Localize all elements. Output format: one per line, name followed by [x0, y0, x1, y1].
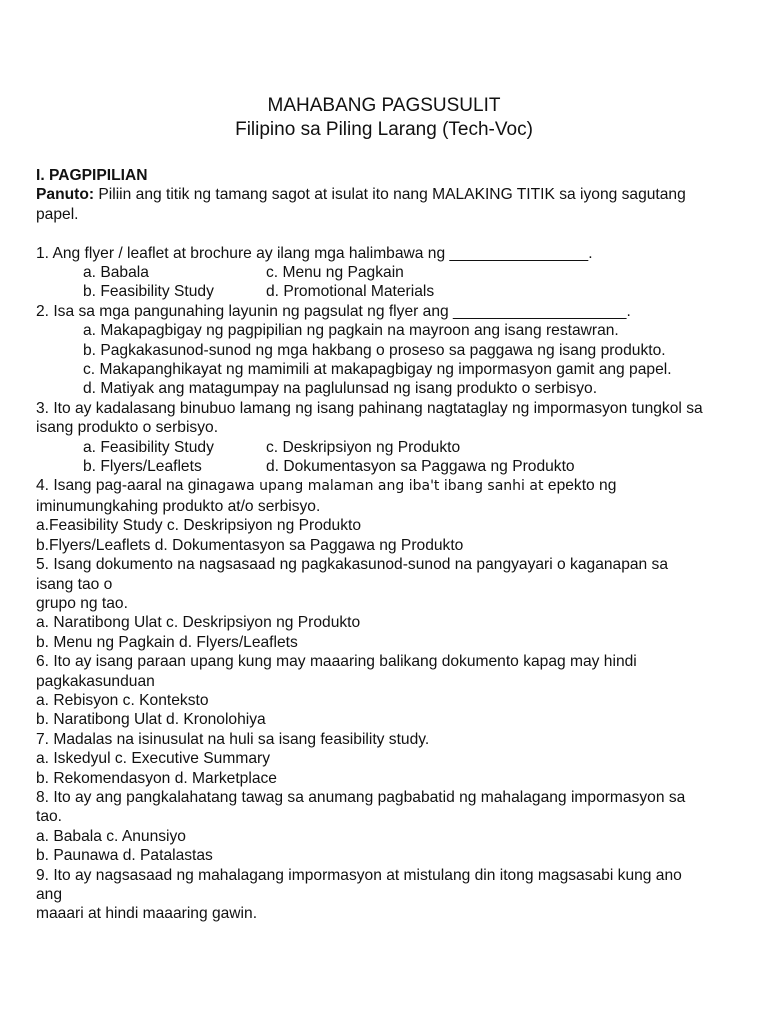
question-8: 8. Ito ay ang pangkalahatang tawag sa anumang pagbabatid ng mahalagang impormasyon sa — [36, 788, 686, 806]
instruction — [36, 185, 736, 204]
question-4-choices-ac: a.Feasibility Study c. Deskripsiyon ng Produkto — [36, 517, 362, 535]
question-5-continued-2: grupo ng tao. — [36, 594, 128, 612]
question-1: 1. Ang flyer / leaflet at brochure ay ilang mga halimbawa ng ________________. — [36, 244, 593, 262]
question-3-choices — [36, 438, 736, 477]
question-5-continued: isang tao o — [36, 575, 113, 593]
choice-c: c. Makapanghikayat ng mamimili at makapagbigay ng impormasyon gamit ang papel. — [83, 361, 672, 379]
question-6-choices-ac: a. Rebisyon c. Konteksto — [36, 691, 209, 709]
question-7-choices-bd: b. Rekomendasyon d. Marketplace — [36, 769, 277, 787]
choice-a: a. Makapagbigay ng pagpipilian ng pagkain na mayroon ang isang restawran. — [83, 322, 619, 340]
instruction-text: Piliin ang titik ng tamang sagot at isulat ito nang MALAKING TITIK sa iyong sagutang — [94, 186, 686, 204]
choice-b: b. Feasibility Study — [83, 283, 214, 301]
question-9-continued: ang — [36, 886, 63, 904]
exam-content — [36, 166, 736, 924]
question-6-choices-bd: b. Naratibong Ulat d. Kronolohiya — [36, 711, 266, 729]
choice-b: b. Pagkakasunod-sunod ng mga hakbang o proseso sa paggawa ng isang produkto. — [83, 341, 666, 359]
question-8-choices-ac: a. Babala c. Anunsiyo — [36, 827, 186, 845]
choice-c: c. Deskripsiyon ng Produkto — [266, 438, 461, 456]
question-6-continued: pagkakasunduan — [36, 672, 155, 690]
question-4-choices-bd: b.Flyers/Leaflets d. Dokumentasyon sa Paggawa ng Produkto — [36, 536, 464, 554]
instruction-continued: papel. — [36, 205, 79, 223]
question-9: 9. Ito ay nagsasaad ng mahalagang impormasyon at mistulang din itong magsasabi kung ano — [36, 866, 682, 884]
choice-c: c. Menu ng Pagkain — [266, 264, 404, 282]
question-4-part3: epekto ng — [547, 477, 617, 495]
question-4-part2: gawa upang malaman ang iba't ibang sanhi at — [217, 478, 548, 495]
exam-title: MAHABANG PAGSUSULIT — [267, 95, 501, 116]
exam-subtitle: Filipino sa Piling Larang (Tech-Voc) — [235, 119, 533, 140]
question-7: 7. Madalas na isinusulat na huli sa isang feasibility study. — [36, 730, 430, 748]
spacer — [36, 224, 736, 243]
question-6: 6. Ito ay isang paraan upang kung may maaaring balikang dokumento kapag may hindi — [36, 653, 637, 671]
question-8-choices-bd: b. Paunawa d. Patalastas — [36, 847, 213, 865]
question-9-continued-2: maaari at hindi maaaring gawin. — [36, 905, 258, 923]
question-5-choices-bd: b. Menu ng Pagkain d. Flyers/Leaflets — [36, 633, 298, 651]
question-8-continued: tao. — [36, 808, 63, 826]
choice-b: b. Flyers/Leaflets — [83, 458, 202, 476]
instruction-label: Panuto: — [36, 186, 95, 204]
question-3-continued: isang produkto o serbisyo. — [36, 419, 219, 437]
question-5-choices-ac: a. Naratibong Ulat c. Deskripsiyon ng Produkto — [36, 614, 361, 632]
exam-header — [0, 94, 768, 142]
question-7-choices-ac: a. Iskedyul c. Executive Summary — [36, 750, 270, 768]
choice-d: d. Dokumentasyon sa Paggawa ng Produkto — [266, 458, 575, 476]
question-1-choices — [36, 263, 736, 302]
question-4-continued: iminumungkahing produkto at/o serbisyo. — [36, 497, 321, 515]
question-3: 3. Ito ay kadalasang binubuo lamang ng isang pahinang nagtataglay ng impormasyon tungkol sa — [36, 399, 703, 417]
choice-a: a. Feasibility Study — [83, 438, 214, 456]
section-heading: I. PAGPIPILIAN — [36, 167, 148, 184]
choice-a: a. Babala — [83, 264, 149, 282]
question-2: 2. Isa sa mga pangunahing layunin ng pagsulat ng flyer ang ____________________. — [36, 302, 631, 320]
question-4 — [36, 476, 736, 496]
question-4-part1: 4. Isang pag-aaral na gina — [36, 477, 218, 495]
choice-d: d. Matiyak ang matagumpay na paglulunsad ng isang produkto o serbisyo. — [83, 380, 598, 398]
choice-d: d. Promotional Materials — [266, 283, 435, 301]
question-5: 5. Isang dokumento na nagsasaad ng pagkakasunod-sunod na pangyayari o kaganapan sa — [36, 556, 669, 574]
